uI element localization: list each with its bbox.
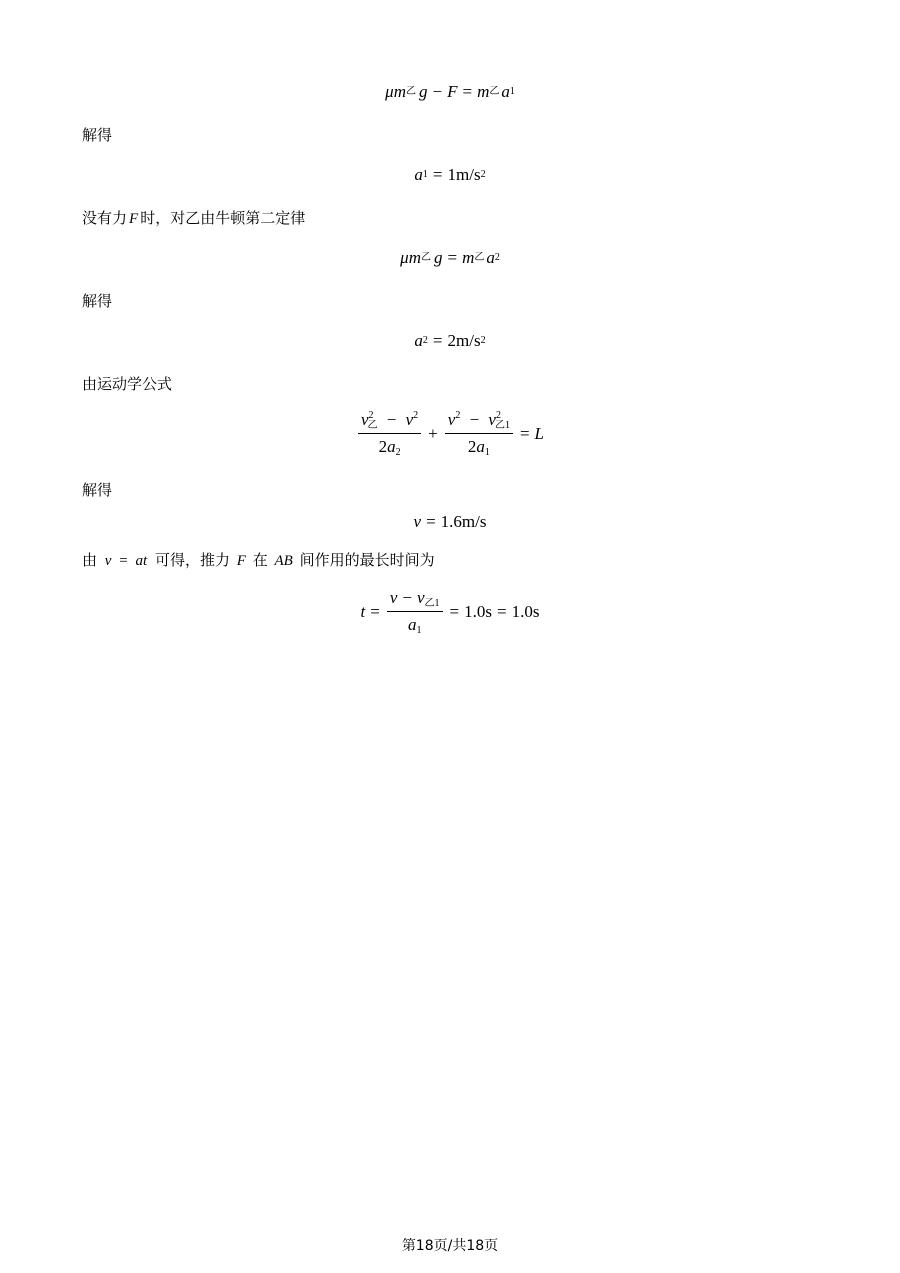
text-no-force: 没有力 F 时，对乙由牛顿第二定律 xyxy=(82,209,306,227)
text-solve-2: 解得 xyxy=(82,292,113,310)
equation-a2-value: a 2 = 2m/s 2 xyxy=(414,331,486,350)
equation-newton-with-force: μ m 乙 g − F = m 乙 a 1 xyxy=(385,82,515,101)
equation-v-value: v = 1.6m/s xyxy=(413,512,487,531)
text-solve-3: 解得 xyxy=(82,481,113,499)
fraction-first: $\frac{v^2_乙 - v^2}{2a_2}$ xyxy=(358,410,421,457)
fraction-time: $\frac{v - v_{乙1}}{a_1}$ xyxy=(387,588,443,635)
page-footer: 第18页/共18页 xyxy=(401,1238,499,1254)
text-max-time: 由 v = at 可得，推力 F 在 AB 间作用的最长时间为 xyxy=(82,551,435,569)
text-solve-1: 解得 xyxy=(82,126,113,144)
equation-newton-no-force: μ m 乙 g = m 乙 a 2 xyxy=(400,248,500,267)
text-kinematics: 由运动学公式 xyxy=(82,375,173,393)
fraction-second: $\frac{v^2 - v^2_{乙1}}{2a_1}$ xyxy=(445,410,513,457)
equation-time-value: t = $\frac{v - v_{乙1}}{a_1}$ = 1.0s = 1.0s xyxy=(360,588,540,636)
equation-kinematics-sum: $\frac{v^2_乙 - v^2}{2a_2}$ + $\frac{v^2 - v^2_{乙1}}{2a_1}$ = L xyxy=(0,410,900,457)
equation-a1-value: a 1 = 1m/s 2 xyxy=(414,165,486,184)
